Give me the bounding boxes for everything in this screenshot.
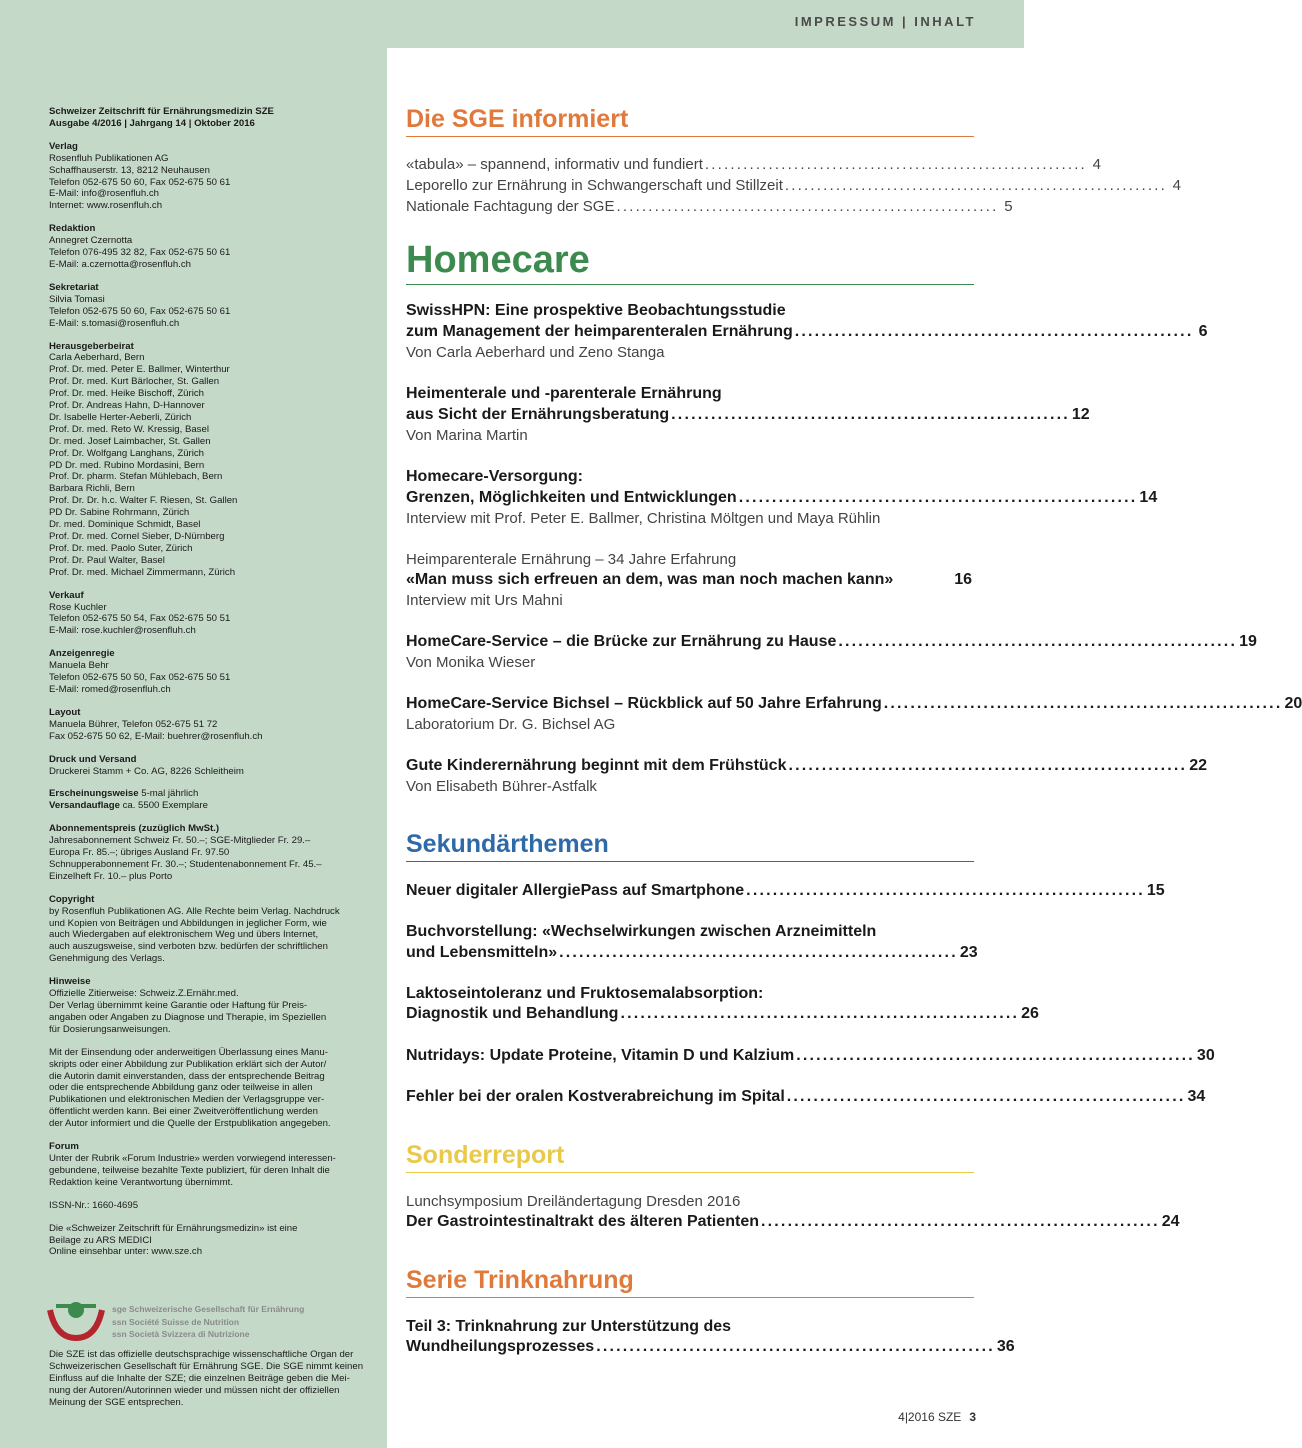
impressum-block-verkauf xyxy=(49,590,379,638)
toc-author: Interview mit Urs Mahni xyxy=(406,592,563,609)
toc-entry[interactable]: Grenzen, Möglichkeiten und Entwicklungen ............................................................ 14 xyxy=(406,489,1158,506)
toc-entry-line1: SwissHPN: Eine prospektive Beobachtungsstudie xyxy=(406,302,786,319)
impressum-heading: Herausgeberbeirat xyxy=(49,340,134,352)
toc-author: Von Monika Wieser xyxy=(406,654,536,671)
impressum-line: skripts oder einer Abbildung zur Publikation erklärt sich der Autor/ xyxy=(49,1058,327,1070)
impressum-line: Schaffhauserstr. 13, 8212 Neuhausen xyxy=(49,164,210,176)
impressum-line: E-Mail: rose.kuchler@rosenfluh.ch xyxy=(49,625,196,637)
impressum-line: Jahresabonnement Schweiz Fr. 50.–; SGE-Mitglieder Fr. 29.– xyxy=(49,835,311,847)
impressum-line: Telefon 052-675 50 54, Fax 052-675 50 51 xyxy=(49,613,231,625)
sge-logo-text: sge Schweizerische Gesellschaft für Ernährung ssn Société Suisse de Nutrition ssn Società Svizzera di Nutrizione xyxy=(112,1304,305,1339)
header-bar xyxy=(0,0,1024,48)
impressum-block-copyright xyxy=(49,894,379,965)
impressum-line: Offizielle Zitierweise: Schweiz.Z.Ernähr.med. xyxy=(49,988,239,1000)
section-title: Homecare xyxy=(406,239,590,281)
toc-entry[interactable]: HomeCare-Service Bichsel – Rückblick auf 50 Jahre Erfahrung ............................................................ 20 xyxy=(406,695,1302,712)
impressum-line: Genehmigung des Verlags. xyxy=(49,953,165,965)
impressum-footnote: Die SZE ist das offizielle deutschsprachige wissenschaftliche Organ der Schweizerischen Gesellschaft für Ernährung SGE. Die SGE nimmt keinen Einfluss auf die Inhalte der SZE; die einzelnen Beiträge geben die Mei- nung der Autoren/Autorinnen wieder und müssen nicht der offiziellen Meinung der SGE entsprechen. xyxy=(49,1349,364,1408)
impressum-line: Prof. Dr. med. Michael Zimmermann, Zürich xyxy=(49,566,236,578)
section-title: Sekundärthemen xyxy=(406,830,609,858)
impressum-block-issn xyxy=(49,1200,379,1212)
toc-author: Interview mit Prof. Peter E. Ballmer, Christina Möltgen und Maya Rühlin xyxy=(406,510,881,527)
impressum-heading: Redaktion xyxy=(49,223,96,235)
section-homecare xyxy=(406,238,974,285)
impressum-label: Versandauflage xyxy=(49,800,120,812)
toc-entry-line1: Laktoseintoleranz und Fruktosemalabsorption: xyxy=(406,985,764,1002)
section-title: Die SGE informiert xyxy=(406,105,629,133)
toc-entry[interactable]: aus Sicht der Ernährungsberatung ............................................................ 12 xyxy=(406,406,1090,423)
impressum-block-forum xyxy=(49,1141,379,1189)
impressum-line: ISSN-Nr.: 1660-4695 xyxy=(49,1199,139,1211)
toc-entry[interactable]: Wundheilungsprozesses ............................................................ 36 xyxy=(406,1338,1015,1355)
impressum-line: Telefon 052-675 50 60, Fax 052-675 50 61 xyxy=(49,176,231,188)
impressum-block-intro xyxy=(49,106,379,130)
impressum-heading: Sekretariat xyxy=(49,281,99,293)
toc-entry[interactable]: Diagnostik und Behandlung ............................................................ 26 xyxy=(406,1005,1039,1022)
impressum-line: öffentlicht werden kann. Bei einer Zweitveröffentlichung werden xyxy=(49,1106,318,1118)
impressum-heading: Hinweise xyxy=(49,976,91,988)
impressum-line: Prof. Dr. med. Paolo Suter, Zürich xyxy=(49,542,193,554)
impressum xyxy=(49,106,379,1269)
impressum-line: auch Wiedergaben auf elektronischem Weg und übers Internet, xyxy=(49,929,319,941)
toc-entry[interactable]: Neuer digitaler AllergiePass auf Smartphone ............................................................ 15 xyxy=(406,882,1165,899)
impressum-block-druck xyxy=(49,754,379,778)
toc-entry-line1: Heimenterale und -parenterale Ernährung xyxy=(406,385,722,402)
impressum-line: die Autorin damit einverstanden, dass der entsprechende Beitrag xyxy=(49,1070,325,1082)
impressum-line: Barbara Richli, Bern xyxy=(49,483,135,495)
impressum-line: Rose Kuchler xyxy=(49,601,107,613)
impressum-line: Internet: www.rosenfluh.ch xyxy=(49,200,163,212)
section-sonderreport xyxy=(406,1140,974,1173)
toc-entry-line1: Homecare-Versorgung: xyxy=(406,468,583,485)
toc-entry[interactable]: Leporello zur Ernährung in Schwangerschaft und Stillzeit ............................................................ 4 xyxy=(406,177,1181,194)
section-sge-informiert xyxy=(406,104,974,137)
impressum-line: Beilage zu ARS MEDICI xyxy=(49,1234,152,1246)
impressum-block-abo xyxy=(49,823,379,883)
toc-entry[interactable]: Fehler bei der oralen Kostverabreichung im Spital ............................................................ 34 xyxy=(406,1088,1206,1105)
impressum-line: Prof. Dr. Paul Walter, Basel xyxy=(49,554,165,566)
impressum-block-beirat xyxy=(49,341,379,579)
impressum-line: PD Dr. Sabine Rohrmann, Zürich xyxy=(49,507,190,519)
toc-entry-line1: Teil 3: Trinknahrung zur Unterstützung des xyxy=(406,1318,732,1335)
impressum-heading: Verlag xyxy=(49,140,78,152)
impressum-line: Prof. Dr. Dr. h.c. Walter F. Riesen, St. Gallen xyxy=(49,495,238,507)
toc-entry[interactable]: Gute Kinderernährung beginnt mit dem Frühstück ............................................................ 22 xyxy=(406,757,1207,774)
impressum-block-beilage xyxy=(49,1223,379,1259)
impressum-line: Manuela Behr xyxy=(49,660,109,672)
toc-entry[interactable]: zum Management der heimparenteralen Ernährung ............................................................ 6 xyxy=(406,323,1208,340)
impressum-line: Prof. Dr. Andreas Hahn, D-Hannover xyxy=(49,400,205,412)
toc-author: Laboratorium Dr. G. Bichsel AG xyxy=(406,716,616,733)
toc-entry[interactable]: «Man muss sich erfreuen an dem, was man noch machen kann» 16 xyxy=(406,571,972,588)
toc-entry[interactable]: und Lebensmitteln» ............................................................ 23 xyxy=(406,944,978,961)
impressum-line: gebundene, teilweise bezahlte Texte publiziert, für deren Inhalt die xyxy=(49,1164,330,1176)
toc-entry[interactable]: HomeCare-Service – die Brücke zur Ernährung zu Hause ............................................................ 19 xyxy=(406,633,1257,650)
impressum-line: für Dosierungsanweisungen. xyxy=(49,1023,171,1035)
impressum-line: Fax 052-675 50 62, E-Mail: buehrer@rosenfluh.ch xyxy=(49,730,263,742)
impressum-line: Dr. med. Josef Laimbacher, St. Gallen xyxy=(49,435,211,447)
impressum-block-hinweise xyxy=(49,976,379,1036)
impressum-line: Telefon 052-675 50 60, Fax 052-675 50 61 xyxy=(49,305,231,317)
impressum-line: Rosenfluh Publikationen AG xyxy=(49,152,169,164)
toc-entry-line1: Buchvorstellung: «Wechselwirkungen zwischen Arzneimitteln xyxy=(406,923,877,940)
impressum-line: Prof. Dr. med. Cornel Sieber, D-Nürnberg xyxy=(49,531,225,542)
impressum-line: E-Mail: s.tomasi@rosenfluh.ch xyxy=(49,317,180,329)
impressum-masthead: Schweizer Zeitschrift für Ernährungsmedizin SZE xyxy=(49,106,274,117)
header-title: IMPRESSUM | INHALT xyxy=(794,14,976,29)
impressum-line: E-Mail: a.czernotta@rosenfluh.ch xyxy=(49,258,191,270)
impressum-line: Die «Schweizer Zeitschrift für Ernährungsmedizin» ist eine xyxy=(49,1222,298,1234)
toc-author: Von Elisabeth Bührer-Astfalk xyxy=(406,778,597,795)
impressum-block-einsendung xyxy=(49,1047,379,1130)
impressum-line: Telefon 076-495 32 82, Fax 052-675 50 61 xyxy=(49,247,231,259)
impressum-line: der Autor informiert und die Quelle der Erstpublikation angegeben. xyxy=(49,1118,331,1130)
page-number: 3 xyxy=(969,1410,976,1424)
impressum-heading: Copyright xyxy=(49,893,95,905)
toc-entry[interactable]: Der Gastrointestinaltrakt des älteren Patienten ............................................................ 24 xyxy=(406,1213,1180,1230)
impressum-line: Prof. Dr. pharm. Stefan Mühlebach, Bern xyxy=(49,471,223,483)
impressum-line: by Rosenfluh Publikationen AG. Alle Rechte beim Verlag. Nachdruck xyxy=(49,905,340,917)
impressum-line: Prof. Dr. med. Reto W. Kressig, Basel xyxy=(49,423,209,435)
impressum-line: auch auszugsweise, sind verboten bzw. bedürfen der schriftlichen xyxy=(49,941,328,953)
impressum-line: Europa Fr. 85.–; übriges Ausland Fr. 97.50 xyxy=(49,847,230,859)
impressum-line: Dr. Isabelle Herter-Aeberli, Zürich xyxy=(49,411,192,423)
section-sekundaerthemen xyxy=(406,829,974,862)
section-title: Serie Trinknahrung xyxy=(406,1266,634,1294)
toc-entry[interactable]: Nutridays: Update Proteine, Vitamin D und Kalzium ............................................................ 30 xyxy=(406,1047,1215,1064)
impressum-block-layout xyxy=(49,707,379,743)
impressum-value: 5-mal jährlich xyxy=(138,788,199,800)
impressum-line: Online einsehbar unter: www.sze.ch xyxy=(49,1246,203,1258)
impressum-heading: Druck und Versand xyxy=(49,753,137,765)
impressum-line: angaben oder Angaben zu Diagnose und Therapie, im Speziellen xyxy=(49,1011,327,1023)
impressum-line xyxy=(49,800,379,812)
impressum-block-erscheinung xyxy=(49,788,379,812)
impressum-line xyxy=(49,788,379,800)
impressum-line: E-Mail: info@rosenfluh.ch xyxy=(49,188,159,200)
impressum-line: Redaktion keine Verantwortung übernimmt. xyxy=(49,1176,233,1188)
impressum-line: Prof. Dr. med. Kurt Bärlocher, St. Gallen xyxy=(49,376,220,388)
toc-author: Von Carla Aeberhard und Zeno Stanga xyxy=(406,344,665,361)
toc-entry[interactable]: «tabula» – spannend, informativ und fundiert ............................................................ 4 xyxy=(406,156,1101,173)
impressum-line: Prof. Dr. Wolfgang Langhans, Zürich xyxy=(49,447,205,459)
impressum-block-sekretariat xyxy=(49,282,379,330)
toc-entry-line1: Lunchsymposium Dreiländertagung Dresden 2016 xyxy=(406,1193,741,1210)
impressum-line: PD Dr. med. Rubino Mordasini, Bern xyxy=(49,459,205,471)
impressum-heading: Forum xyxy=(49,1141,79,1153)
impressum-line: Carla Aeberhard, Bern xyxy=(49,352,145,364)
impressum-line: Silvia Tomasi xyxy=(49,293,105,305)
impressum-line: Druckerei Stamm + Co. AG, 8226 Schleitheim xyxy=(49,765,244,777)
impressum-value: ca. 5500 Exemplare xyxy=(119,800,208,812)
toc-author: Von Marina Martin xyxy=(406,427,528,444)
impressum-line: oder die entsprechende Abbildung ganz oder teilweise in allen xyxy=(49,1082,313,1094)
impressum-line: Publikationen und elektronischen Medien der Verlagsgruppe ver- xyxy=(49,1094,325,1106)
impressum-line: Unter der Rubrik «Forum Industrie» werden vorwiegend interessen- xyxy=(49,1152,336,1164)
issue-label: 4|2016 SZE xyxy=(898,1410,962,1424)
section-serie-trinknahrung xyxy=(406,1265,974,1298)
impressum-line: Der Verlag übernimmt keine Garantie oder Haftung für Preis- xyxy=(49,1000,308,1011)
impressum-block-verlag xyxy=(49,141,379,212)
toc-entry[interactable]: Nationale Fachtagung der SGE ............................................................ 5 xyxy=(406,198,1013,215)
impressum-line: Mit der Einsendung oder anderweitigen Überlassung eines Manu- xyxy=(49,1046,328,1058)
impressum-line: Prof. Dr. med. Heike Bischoff, Zürich xyxy=(49,388,204,400)
impressum-line: Dr. med. Dominique Schmidt, Basel xyxy=(49,519,201,531)
impressum-line: Manuela Bührer, Telefon 052-675 51 72 xyxy=(49,718,218,730)
impressum-heading: Layout xyxy=(49,706,81,718)
impressum-label: Erscheinungsweise xyxy=(49,788,139,800)
impressum-heading: Abonnementspreis (zuzüglich MwSt.) xyxy=(49,823,220,835)
impressum-masthead: Ausgabe 4/2016 | Jahrgang 14 | Oktober 2016 xyxy=(49,117,255,129)
impressum-block-redaktion xyxy=(49,223,379,271)
impressum-line: Einzelheft Fr. 10.– plus Porto xyxy=(49,870,173,882)
impressum-line: Schnupperabonnement Fr. 30.–; Studentenabonnement Fr. 45.– xyxy=(49,858,322,870)
impressum-line: Prof. Dr. med. Peter E. Ballmer, Winterthur xyxy=(49,364,230,376)
section-title: Sonderreport xyxy=(406,1141,565,1169)
impressum-block-anzeigen xyxy=(49,648,379,696)
impressum-line: und Kopien von Beiträgen und Abbildungen in jeglicher Form, wie xyxy=(49,917,327,929)
page-footer xyxy=(898,1410,976,1424)
impressum-line: E-Mail: romed@rosenfluh.ch xyxy=(49,683,171,695)
impressum-line: Telefon 052-675 50 50, Fax 052-675 50 51 xyxy=(49,672,231,684)
impressum-heading: Verkauf xyxy=(49,589,84,601)
toc-entry-line1: Heimparenterale Ernährung – 34 Jahre Erfahrung xyxy=(406,551,737,568)
impressum-heading: Anzeigenregie xyxy=(49,648,115,660)
impressum-line: Annegret Czernotta xyxy=(49,235,133,247)
